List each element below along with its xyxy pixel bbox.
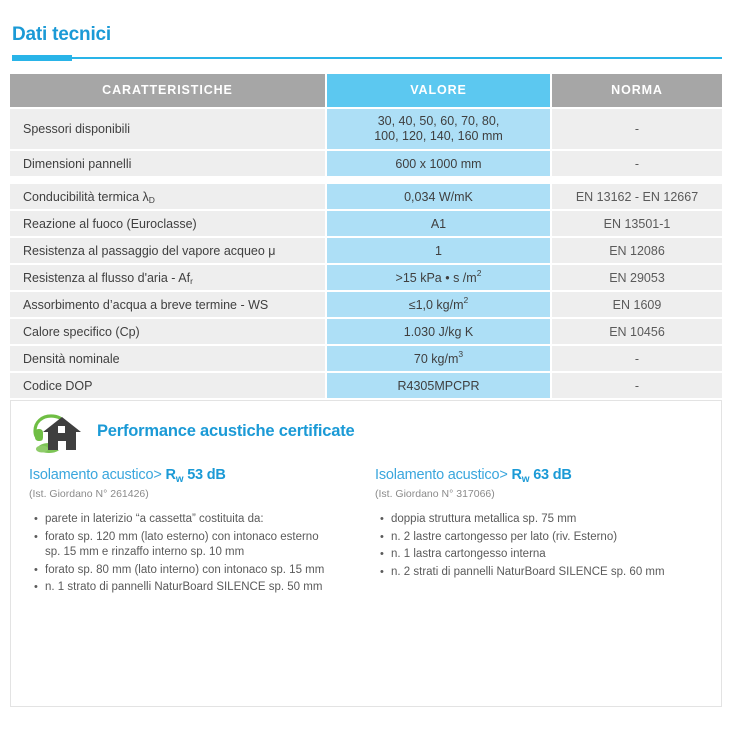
list-item-text: forato sp. 120 mm (lato esterno) con intonaco esterno	[45, 530, 319, 543]
rw-letter: R	[165, 467, 176, 483]
acoustic-panel-title: Performance acustiche certificate	[97, 422, 355, 440]
cell-norm: EN 10456	[552, 319, 722, 344]
page-title-wrap	[12, 24, 722, 46]
list-item	[45, 563, 367, 579]
cell-feature: Dimensioni pannelli	[10, 151, 325, 176]
list-item-text: n. 1 lastra cartongesso interna	[391, 548, 546, 560]
isolation-heading-prefix: Isolamento acustico>	[29, 467, 162, 483]
isolation-rw-symbol	[511, 467, 529, 483]
list-item	[45, 512, 367, 528]
list-item-text: n. 1 strato di pannelli NaturBoard SILENCE sp. 50 mm	[45, 581, 323, 593]
title-underline-thin	[12, 57, 722, 59]
cell-feature: Calore specifico (Cp)	[10, 319, 325, 344]
list-item	[45, 530, 367, 561]
rw-subscript: w	[175, 474, 184, 485]
isolation-value: 53 dB	[187, 467, 226, 483]
list-item-text: forato sp. 80 mm (lato interno) con intonaco sp. 15 mm	[45, 563, 325, 576]
cell-value	[327, 265, 550, 290]
list-item-text: n. 2 strati di pannelli NaturBoard SILENCE sp. 60 mm	[391, 565, 665, 578]
cell-value: 600 x 1000 mm	[327, 151, 550, 176]
cell-value-superscript: 2	[476, 267, 482, 278]
list-item	[391, 530, 705, 546]
title-underline	[12, 55, 722, 61]
cell-feature-text: Conducibilità termica λ	[23, 189, 149, 204]
cell-value: R4305MPCPR	[327, 373, 550, 398]
cell-value	[327, 346, 550, 371]
isolation-value: 63 dB	[533, 467, 572, 483]
cell-feature: Assorbimento d’acqua a breve termine - WS	[10, 292, 325, 317]
table-header-row	[10, 74, 722, 107]
isolation-heading-prefix: Isolamento acustico>	[375, 467, 508, 483]
cell-norm: EN 13501-1	[552, 211, 722, 236]
cell-value-text: 70 kg/m	[413, 351, 459, 366]
cell-feature-subscript: D	[148, 194, 155, 205]
list-item-continuation: sp. 15 mm e rinzaffo interno sp. 10 mm	[45, 546, 245, 558]
isolation-heading	[375, 467, 705, 483]
isolation-heading	[29, 467, 367, 483]
cell-feature-text: Resistenza al flusso d'aria - Af	[23, 270, 191, 285]
cell-value	[327, 292, 550, 317]
cell-value-superscript: 2	[463, 294, 469, 305]
cell-feature: Resistenza al passaggio del vapore acqueo μ	[10, 238, 325, 263]
rw-letter: R	[511, 467, 522, 483]
cell-norm: EN 13162 - EN 12667	[552, 184, 722, 209]
title-underline-thick	[12, 55, 72, 61]
acoustic-column-right	[367, 467, 705, 598]
certificate-reference: (Ist. Giordano N° 261426)	[29, 488, 149, 500]
cell-value: 1.030 J/kg K	[327, 319, 550, 344]
certificate-reference: (Ist. Giordano N° 317066)	[375, 488, 495, 500]
cell-norm: -	[552, 373, 722, 398]
list-item	[391, 547, 705, 563]
cell-value-text	[374, 114, 503, 144]
cell-value-line1: 30, 40, 50, 60, 70, 80,	[377, 114, 500, 128]
technical-data-table	[10, 74, 722, 400]
cell-norm: -	[552, 109, 722, 149]
table-row	[10, 373, 722, 398]
cell-feature-subscript: r	[190, 275, 193, 286]
acoustic-column-left	[29, 467, 367, 598]
cell-norm: EN 29053	[552, 265, 722, 290]
list-item-text: n. 2 lastre cartongesso per lato (riv. Esterno)	[391, 530, 618, 543]
cell-feature: Reazione al fuoco (Euroclasse)	[10, 211, 325, 236]
acoustic-columns	[29, 467, 705, 598]
list-item	[391, 565, 705, 581]
table-row	[10, 292, 722, 317]
table-row	[10, 319, 722, 344]
rw-subscript: w	[521, 474, 530, 485]
table-row	[10, 346, 722, 371]
table-row	[10, 184, 722, 209]
column-header-norma: NORMA	[552, 74, 722, 107]
isolation-rw-symbol	[165, 467, 183, 483]
cell-norm: EN 1609	[552, 292, 722, 317]
column-header-valore: VALORE	[327, 74, 550, 107]
cell-value-text: ≤1,0 kg/m	[408, 297, 464, 312]
table-row	[10, 238, 722, 263]
cell-value: A1	[327, 211, 550, 236]
cell-value: 1	[327, 238, 550, 263]
cell-feature	[10, 184, 325, 209]
cell-norm: -	[552, 346, 722, 371]
cell-value	[327, 109, 550, 149]
cell-feature	[10, 265, 325, 290]
house-headphones-icon	[29, 409, 87, 454]
page-title: Dati tecnici	[12, 24, 111, 45]
list-item-text: doppia struttura metallica sp. 75 mm	[391, 513, 577, 525]
cell-feature: Densità nominale	[10, 346, 325, 371]
acoustic-bullet-list	[375, 512, 705, 580]
cell-value-text: >15 kPa • s /m	[395, 270, 477, 285]
list-item-text: parete in laterizio “a cassetta” costituita da:	[45, 513, 264, 525]
list-item	[391, 512, 705, 528]
acoustic-bullet-list	[29, 512, 367, 596]
acoustic-performance-panel	[10, 400, 722, 707]
table-row	[10, 109, 722, 149]
table-row	[10, 265, 722, 290]
table-row	[10, 151, 722, 176]
table-row	[10, 211, 722, 236]
cell-value: 0,034 W/mK	[327, 184, 550, 209]
cell-value-line2: 100, 120, 140, 160 mm	[374, 129, 503, 143]
cell-value-superscript: 3	[458, 348, 464, 359]
cell-norm: EN 12086	[552, 238, 722, 263]
acoustic-panel-header	[29, 409, 355, 454]
cell-norm: -	[552, 151, 722, 176]
cell-feature: Spessori disponibili	[10, 109, 325, 149]
column-header-caratteristiche: CARATTERISTICHE	[10, 74, 325, 107]
cell-feature: Codice DOP	[10, 373, 325, 398]
list-item	[45, 580, 367, 596]
